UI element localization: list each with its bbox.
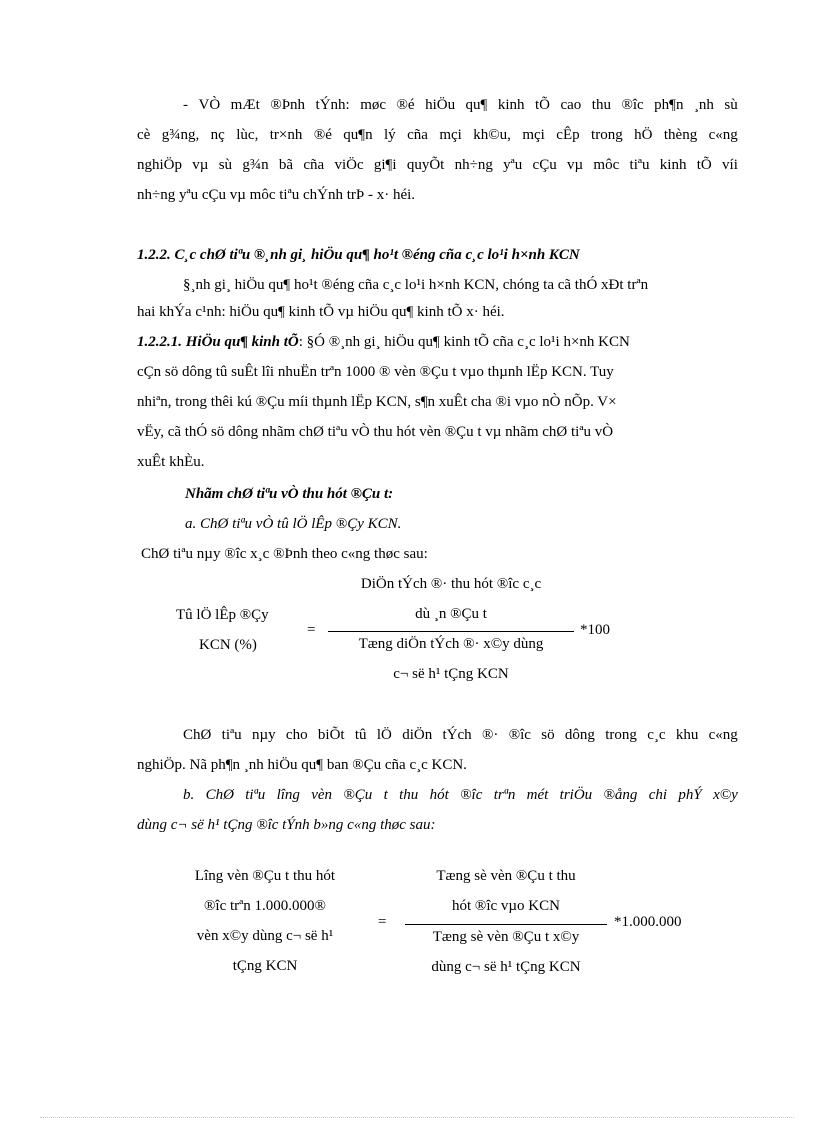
formula-denominator: Tæng diÖn tÝch ®· x©y dùng [358,636,544,652]
text-line: cè g¾ng, nç lùc, tr×nh ®é qu¶n lý cña mçi kh©u, mçi cÊp trong hÖ thèng c«ng [137,127,738,143]
formula-multiplier: *1.000.000 [614,914,682,930]
formula-numerator: dù ¸n ®Çu t [415,606,487,622]
text-line: xuÊt khÈu. [137,454,205,470]
formula-lhs: vèn x©y dùng c¬ së h¹ [196,928,334,944]
formula-multiplier: *100 [580,622,610,638]
text-line: 1.2.2.1. HiÖu qu¶ kinh tÕ: §Ó ®¸nh gi¸ hiÖu qu¶ kinh tÕ cña c¸c lo¹i h×nh KCN [137,334,630,350]
group-heading: Nhãm chØ tiªu vÒ thu hót ®Çu t: [185,486,394,502]
formula-numerator: hót ®îc vµo KCN [452,898,560,914]
formula-numerator: Tæng sè vèn ®Çu t thu [436,868,576,884]
formula-lhs: ®îc trªn 1.000.000® [204,898,326,914]
text-line: nghiÖp. Nã ph¶n ¸nh hiÖu qu¶ ban ®Çu cña c¸c KCN. [137,757,467,773]
formula-numerator: DiÖn tÝch ®· thu hót ®îc c¸c [360,576,542,592]
subheading-a: a. ChØ tiªu vÒ tû lÖ lÊp ®Çy KCN. [185,516,402,532]
equals-sign: = [378,914,387,930]
text-line: ChØ tiªu nµy cho biÕt tû lÖ diÖn tÝch ®· ®îc sö dông trong c¸c khu c«ng [183,727,738,743]
fraction-bar [405,924,607,925]
text-line: vËy, cã thÓ sö dông nhãm chØ tiªu vÒ thu hót vèn ®Çu t vµ nhãm chØ tiªu vÒ [137,424,614,440]
text-line: hai khÝa c¹nh: hiÖu qu¶ kinh tÕ vµ hiÖu qu¶ kinh tÕ x· héi. [137,304,505,320]
text-line: §¸nh gi¸ hiÖu qu¶ ho¹t ®éng cña c¸c lo¹i h×nh KCN, chóng ta cã thÓ xÐt trªn [183,277,649,293]
formula-lhs: Tû lÖ lÊp ®Çy [176,607,269,623]
text-line: nghiÖp vµ sù g¾n bã cña viÖc gi¶i quyÕt nh÷ng yªu cÇu vµ môc tiªu kinh tÕ víi [137,157,738,173]
text-line: - VÒ mÆt ®Þnh tÝnh: møc ®é hiÖu qu¶ kinh tÕ cao thu ®îc ph¶n ¸nh sù [183,97,738,113]
formula-intro: ChØ tiªu nµy ®îc x¸c ®Þnh theo c«ng thøc sau: [141,546,428,562]
fraction-bar [328,631,574,632]
equals-sign: = [307,622,316,638]
formula-lhs: tÇng KCN [232,958,298,974]
formula-denominator: dùng c¬ së h¹ tÇng KCN [431,959,581,975]
subsection-heading: 1.2.2.1. HiÖu qu¶ kinh tÕ [137,334,299,350]
page-bottom-rule [40,1117,794,1118]
text-line: dùng c¬ së h¹ tÇng ®îc tÝnh b»ng c«ng thøc sau: [137,817,436,833]
formula-denominator: c¬ së h¹ tÇng KCN [393,666,509,682]
formula-denominator: Tæng sè vèn ®Çu t x©y [432,929,580,945]
formula-lhs: KCN (%) [199,637,257,653]
text-line: nhiªn, trong thêi kú ®Çu míi thµnh lËp KCN, s¶n xuÊt cha ®i vµo nÒ nÕp. V× [137,394,617,410]
text-line: cÇn sö dông tû suÊt lîi nhuËn trªn 1000 ® vèn ®Çu t vµo thµnh lËp KCN. Tuy [137,364,614,380]
section-heading: 1.2.2. C¸c chØ tiªu ®¸nh gi¸ hiÖu qu¶ ho¹t ®éng cña c¸c lo¹i h×nh KCN [137,247,580,263]
text-line: b. ChØ tiªu lîng vèn ®Çu t thu hót ®îc trªn mét triÖu ®ång chi phÝ x©y [183,787,738,803]
text-line: nh÷ng yªu cÇu vµ môc tiªu chÝnh trÞ - x· héi. [137,187,416,203]
formula-lhs: Lîng vèn ®Çu t thu hót [194,868,336,884]
